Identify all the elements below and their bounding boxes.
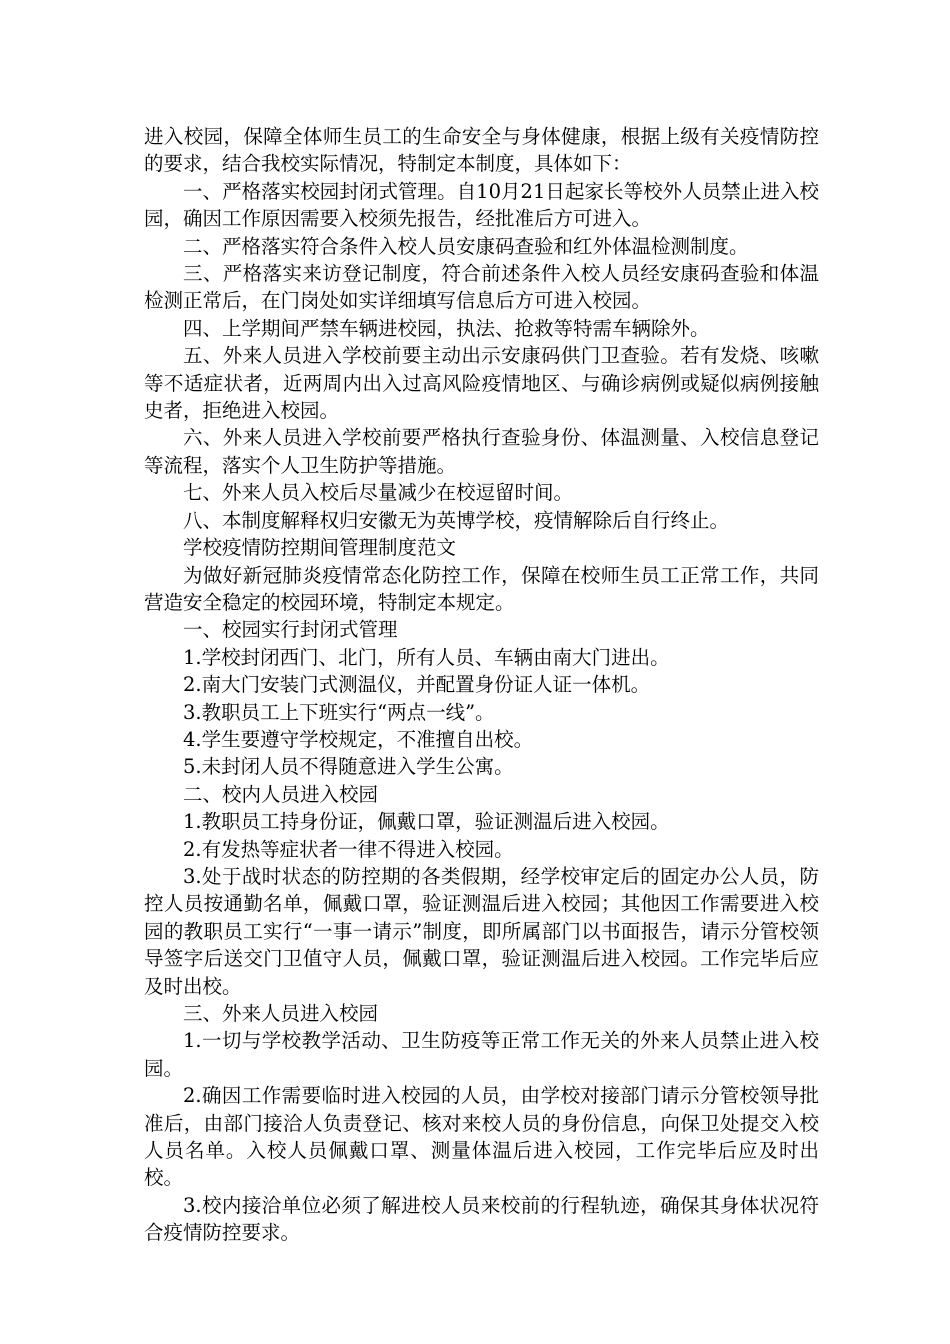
paragraph-rule-4: 四、上学期间严禁车辆进校园，执法、抢救等特需车辆除外。 xyxy=(183,316,710,340)
list-item: 3.教职员工上下班实行“两点一线”。 xyxy=(183,700,495,724)
paragraph-rule-3: 三、严格落实来访登记制度，符合前述条件入校人员经安康码查验和体温检测正常后，在门岗处如实详细填写信息后方可进入校园。 xyxy=(144,262,819,313)
paragraph-intro: 进入校园，保障全体师生员工的生命安全与身体健康，根据上级有关疫情防控的要求，结合我校实际情况，特制定本制度，具体如下： xyxy=(144,125,819,176)
list-item: 1.学校封闭西门、北门，所有人员、车辆由南大门进出。 xyxy=(183,645,670,669)
section-title: 学校疫情防控期间管理制度范文 xyxy=(183,536,457,560)
paragraph-rule-7: 七、外来人员入校后尽量减少在校逗留时间。 xyxy=(183,481,574,505)
list-item: 2.南大门安装门式测温仪，并配置身份证人证一体机。 xyxy=(183,673,651,697)
list-item: 2.有发热等症状者一律不得进入校园。 xyxy=(183,837,514,861)
paragraph-rule-1: 一、严格落实校园封闭式管理。自10月21日起家长等校外人员禁止进入校园，确因工作原因需要入校须先报告，经批准后方可进入。 xyxy=(144,179,819,231)
document-body xyxy=(144,123,819,1247)
paragraph-rule-5: 五、外来人员进入学校前要主动出示安康码供门卫查验。若有发烧、咳嗽等不适症状者，近两周内出入过高风险疫情地区、与确诊病例或疑似病例接触史者，拒绝进入校园。 xyxy=(144,344,819,423)
list-item: 5.未封闭人员不得随意进入学生公寓。 xyxy=(183,755,514,779)
list-item: 1.一切与学校教学活动、卫生防疫等正常工作无关的外来人员禁止进入校园。 xyxy=(144,1029,819,1080)
paragraph-rule-8: 八、本制度解释权归安徽无为英博学校，疫情解除后自行终止。 xyxy=(183,508,730,532)
paragraph-rule-2: 二、严格落实符合条件入校人员安康码查验和红外体温检测制度。 xyxy=(183,234,749,258)
heading-internal-personnel: 二、校内人员进入校园 xyxy=(183,782,379,806)
paragraph-rule-6: 六、外来人员进入学校前要严格执行查验身份、体温测量、入校信息登记等流程，落实个人卫生防护等措施。 xyxy=(144,426,819,477)
list-item: 3.校内接洽单位必须了解进校人员来校前的行程轨迹，确保其身体状况符合疫情防控要求。 xyxy=(144,1193,819,1245)
heading-external-personnel: 三、外来人员进入校园 xyxy=(183,1002,379,1025)
list-item: 2.确因工作需要临时进入校园的人员，由学校对接部门请示分管校领导批准后，由部门接洽人负责登记、核对来校人员的身份信息，向保卫处提交入校人员名单。入校人员佩戴口罩、测量体温后进入校园，工作完毕后应及时出校。 xyxy=(144,1084,819,1190)
list-item: 4.学生要遵守学校规定，不准擅自出校。 xyxy=(183,727,534,751)
heading-closed-management: 一、校园实行封闭式管理 xyxy=(183,618,398,642)
list-item: 3.处于战时状态的防控期的各类假期，经学校审定后的固定办公人员，防控人员按通勤名单，佩戴口罩，验证测温后进入校园；其他因工作需要进入校园的教职员工实行“一事一请示”制度，即所属部门以书面报告，请示分管校领导签字后送交门卫值守人员，佩戴口罩，验证测温后进入校园。工作完毕后应及时出校。 xyxy=(144,864,819,998)
paragraph-preface: 为做好新冠肺炎疫情常态化防控工作，保障在校师生员工正常工作，共同营造安全稳定的校园环境，特制定本规定。 xyxy=(144,563,819,614)
list-item: 1.教职员工持身份证，佩戴口罩，验证测温后进入校园。 xyxy=(183,810,670,834)
